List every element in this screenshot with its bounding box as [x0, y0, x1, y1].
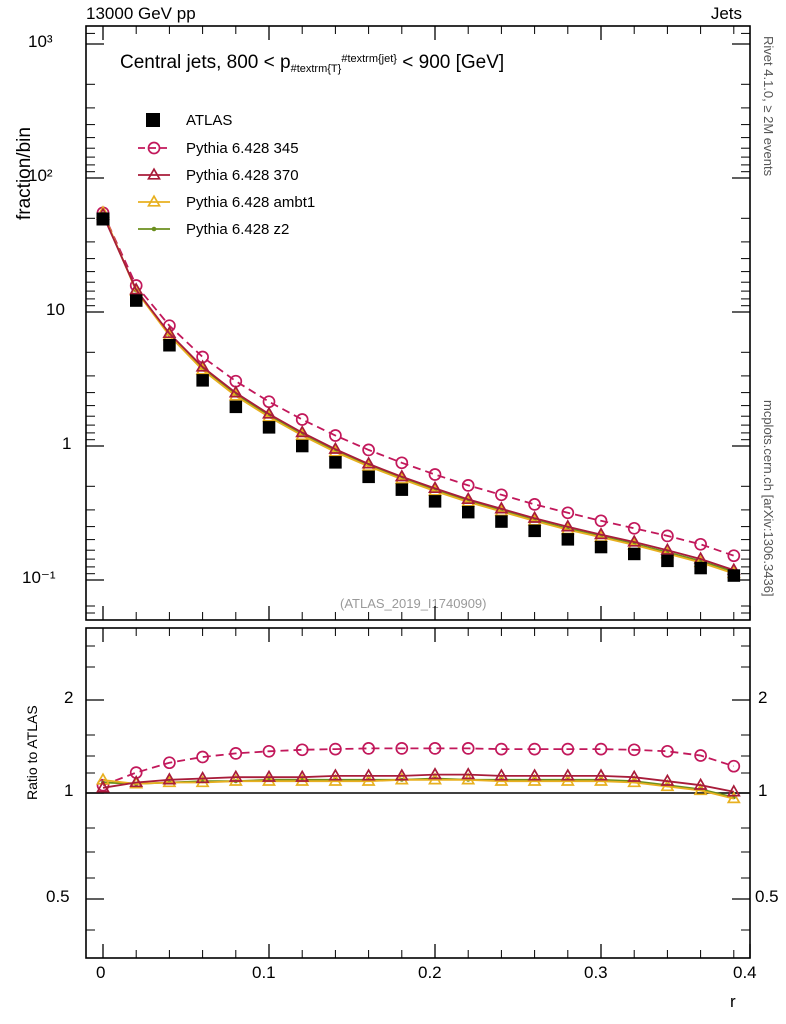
x-axis-title: r: [730, 992, 736, 1011]
x-tick-label-0p4: 0.4: [733, 963, 757, 982]
legend-markers: [138, 113, 170, 231]
legend-marker-pythia-345: [138, 143, 170, 154]
ratio-y-tick-label-0p5-right: 0.5: [755, 887, 779, 906]
plot-title-sub: #textrm{T}: [290, 62, 342, 75]
ratio-y-tick-label-2-right: 2: [758, 688, 768, 707]
legend-marker-pythia-370: [138, 169, 170, 179]
legend-label-atlas: ATLAS: [186, 112, 233, 129]
plot-title-sup: #textrm{jet}: [341, 52, 397, 65]
ratio-y-axis-ticks: [86, 646, 750, 930]
series-pythia-345-main: [98, 207, 740, 561]
y-tick-label-0p1: 10⁻¹: [22, 568, 56, 587]
series-atlas-main: [97, 213, 741, 582]
legend-label-pythia-ambt1: Pythia 6.428 ambt1: [186, 194, 316, 211]
legend-marker-atlas: [146, 113, 160, 127]
y-tick-label-10: 10: [46, 300, 65, 319]
ratio-y-tick-label-2-left: 2: [64, 688, 74, 707]
chart-page: 13000 GeV pp Jets Rivet 4.1.0, ≥ 2M events mcplots.cern.ch [arXiv:1306.3436] fraction/bin Ratio to ATLAS Central jets, $800 < p_{\#textrm\{T\}}^{\#textrm\{jet\}} < 900$ [GeV] r (ATLAS_2019_I1740909) 10³ 10² 10 1 10⁻¹ 2 1 0.5 2 1 0.5 0 0.1 0.2 0.3 0.4 ATLAS Pythia 6.428 345 Pythia 6.428 370 Pythia 6.428 ambt1 Pythia 6.428 z2: [0, 0, 786, 1024]
header-beam-label: 13000 GeV pp: [86, 4, 196, 23]
ratio-y-tick-label-1-left: 1: [64, 781, 74, 800]
series-pythia-z2-main: [101, 212, 736, 574]
series-pythia-370-main: [98, 209, 740, 574]
header-analysis-label: Jets: [710, 4, 742, 23]
legend-label-pythia-z2: Pythia 6.428 z2: [186, 221, 290, 238]
ratio-y-tick-label-1-right: 1: [758, 781, 768, 800]
y-tick-label-1000: 10³: [28, 32, 53, 51]
plot-title-pre: Central jets, 800 < p: [120, 52, 291, 73]
series-pythia-ambt1-main: [98, 207, 740, 577]
y-tick-label-100: 10²: [28, 166, 53, 185]
x-tick-label-0: 0: [96, 963, 106, 982]
x-tick-label-0p1: 0.1: [252, 963, 276, 982]
legend-marker-pythia-z2: [138, 227, 170, 232]
y-tick-label-1: 1: [62, 434, 72, 453]
x-tick-label-0p3: 0.3: [584, 963, 608, 982]
ratio-y-tick-label-0p5-left: 0.5: [46, 887, 70, 906]
analysis-watermark: (ATLAS_2019_I1740909): [340, 596, 487, 611]
legend-marker-pythia-ambt1: [138, 196, 170, 206]
x-tick-label-0p2: 0.2: [418, 963, 442, 982]
legend-label-pythia-345: Pythia 6.428 345: [186, 140, 299, 157]
plot-title-post: < 900 [GeV]: [396, 52, 505, 73]
legend-label-pythia-370: Pythia 6.428 370: [186, 167, 299, 184]
